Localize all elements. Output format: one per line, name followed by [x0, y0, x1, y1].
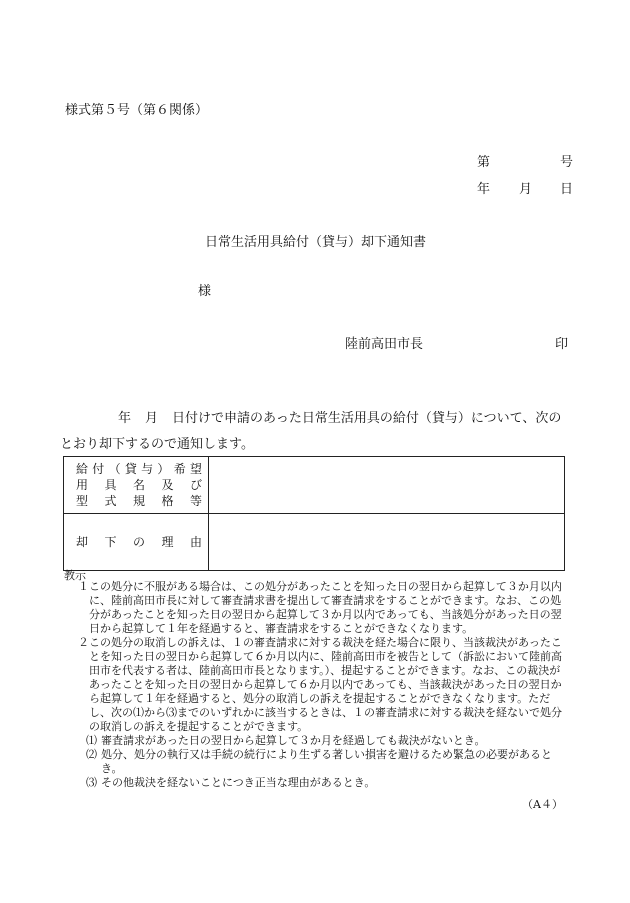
instruction-subitem-text: 処分、処分の執行又は手続の続行により生ずる著しい損害を避けるため緊急の必要があるとき。: [101, 748, 552, 775]
items-label-line-3: 型式規格等: [76, 494, 202, 508]
date-day-label: 日: [560, 182, 574, 197]
date-year-label: 年: [477, 182, 491, 197]
instruction-subitem-text: 審査請求があった日の翌日から起算して３か月を経過しても裁決がないとき。: [101, 734, 486, 747]
document-title: 日常生活用具給付（貸与）却下通知書: [205, 235, 427, 250]
body-line-2: とおり却下するので通知します。: [60, 437, 254, 452]
instruction-subitem: [64, 734, 564, 748]
instruction-item: [64, 580, 564, 636]
body-year-label: 年: [118, 411, 132, 426]
reason-value-cell: [209, 514, 565, 571]
body-month-label: 月: [145, 411, 159, 426]
instruction-subitem-number: ⑴: [86, 734, 97, 747]
items-label-line-2: 用具名及び: [76, 478, 202, 492]
items-value-cell: [209, 457, 565, 514]
items-label-line-1: 給付（貸与）希望: [76, 462, 202, 476]
instruction-item-text: この処分の取消しの訴えは、１の審査請求に対する裁決を経た場合に限り、当該裁決があったことを知った日の翌日から起算して６か月以内に、陸前高田市を被告として（訴訟において陸前高田市を代表する者は、陸前高田市長となります。）、提起することができます。なお、この裁決があったことを知った日の翌日から起算して６か月以内であっても、当該裁決があった日の翌日から起算して１年を経過すると、処分の取消しの訴えを提起することができなくなります。ただし、次の⑴から⑶までのいずれかに該当するときは、１の審査請求に対する裁決を経ないで処分の取消しの訴えを提起することができます。: [89, 636, 562, 733]
instruction-subitem-number: ⑶: [86, 776, 97, 789]
instruction-subitem: [64, 776, 564, 790]
document-number-label: 第: [477, 155, 491, 170]
instruction-item-text: この処分に不服がある場合は、この処分があったことを知った日の翌日から起算して３か月以内に、陸前高田市長に対して審査請求書を提出して審査請求をすることができます。なお、この処分があったことを知った日の翌日から起算して３か月以内であっても、当該処分があった日の翌日から起算して１年を経過すると、審査請求をすることができなくなります。: [89, 580, 562, 635]
addressee-suffix: 様: [198, 284, 212, 299]
seal-mark: 印: [555, 337, 569, 352]
instruction-subitem: [64, 748, 564, 776]
body-line-1-text: 日付けで申請のあった日常生活用具の給付（貸与）について、次の: [172, 411, 562, 426]
paper-size-label: （A４）: [522, 798, 563, 811]
instruction-heading: 教示: [64, 569, 86, 582]
instruction-subitem-text: その他裁決を経ないことにつき正当な理由があるとき。: [101, 776, 376, 789]
details-table: [63, 456, 565, 571]
reason-label-cell: [64, 514, 209, 571]
table-row: [64, 457, 565, 514]
instruction-notes: [64, 580, 564, 790]
issuer-name: 陸前高田市長: [345, 337, 424, 352]
instruction-subitem-number: ⑵: [86, 748, 97, 761]
body-paragraph: [60, 406, 575, 458]
instruction-item: [64, 636, 564, 734]
table-row: [64, 514, 565, 571]
instruction-item-number: ２: [78, 636, 89, 649]
instruction-item-number: １: [78, 580, 89, 593]
date-month-label: 月: [519, 182, 533, 197]
body-line-1: [60, 406, 575, 432]
items-label-cell: [64, 457, 209, 514]
form-number: 様式第５号（第６関係）: [65, 103, 209, 118]
document-number-suffix: 号: [560, 155, 574, 170]
reason-label: 却下の理由: [76, 535, 202, 549]
